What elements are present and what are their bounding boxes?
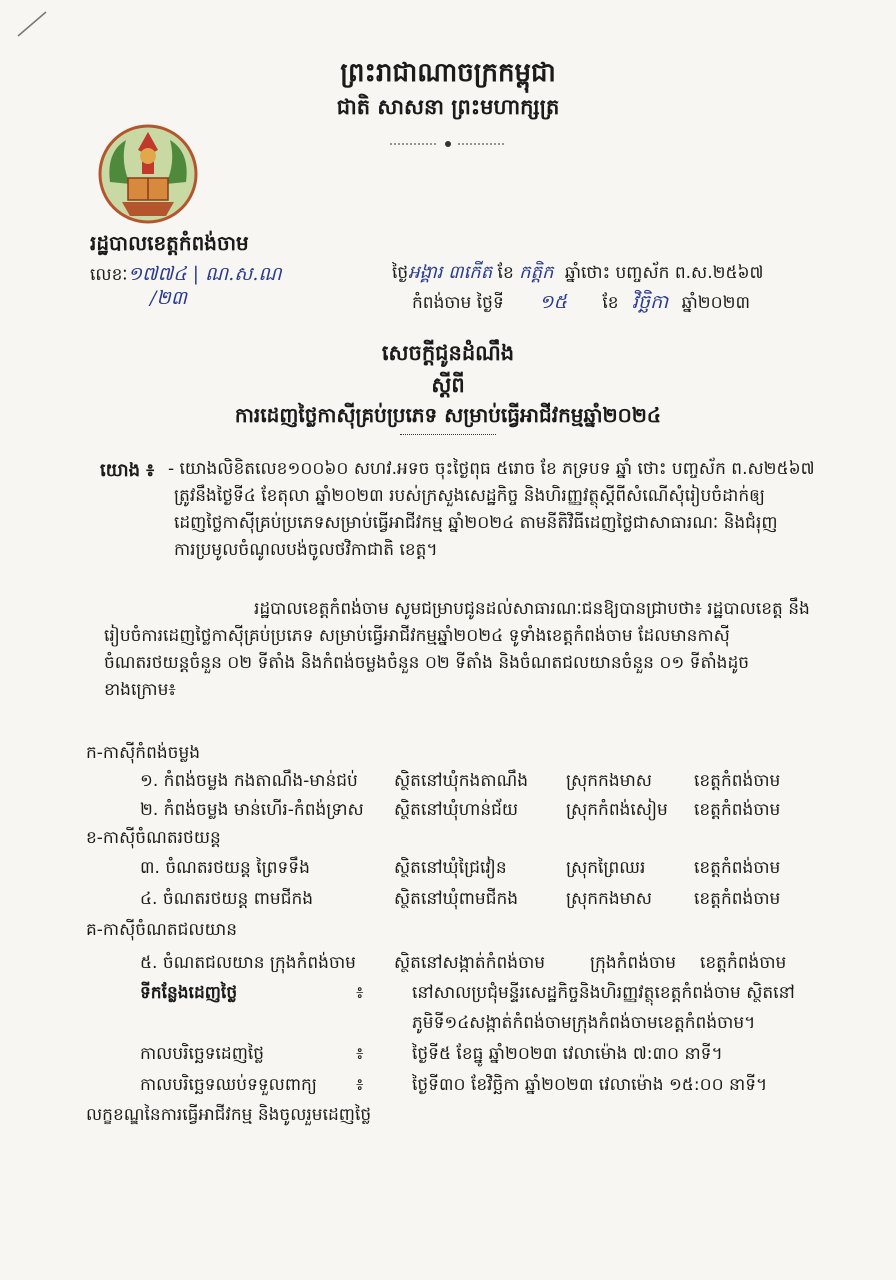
auction-date-sep: ៖	[356, 1044, 364, 1064]
section-heading-ferries: ក-កាស៊ីកំពង់ចម្លង	[86, 743, 201, 763]
list-item-district: ស្រុកកងមាស	[566, 771, 652, 791]
scan-mark	[14, 6, 50, 42]
section-heading-boat-piers: គ-កាស៊ីចំណតជលយាន	[86, 920, 237, 940]
notice-title: សេចក្តីជូនដំណឹង	[381, 341, 515, 365]
notice-subject: ការដេញថ្លៃកាស៊ីគ្រប់ប្រភេទ សម្រាប់ធ្វើអាជីវកម្មឆ្នាំ២០២៤	[234, 403, 662, 427]
auction-date-value: ថ្ងៃទី៥ ខែធ្នូ ឆ្នាំ២០២៣ វេលាម៉ោង ៧:៣០ នាទី។	[412, 1044, 723, 1064]
list-item-district: ស្រុកព្រៃឈរ	[566, 858, 646, 878]
ref-label: លេខៈ	[90, 265, 128, 285]
venue-sep: ៖	[356, 983, 364, 1003]
list-item-district: ក្រុងកំពង់ចាម	[590, 953, 676, 973]
deadline-value: ថ្ងៃទី៣០ ខែវិច្ឆិកា ឆ្នាំ២០២៣ វេលាម៉ោង ១៥:០០ នាទី។	[412, 1075, 768, 1095]
list-item-district: ស្រុកកំពង់សៀម	[566, 800, 668, 820]
lunar-date: ថ្ងៃអង្គារ ៣កើត ខែ កត្តិក ឆ្នាំថោះ បញ្ចស័ក ព.ស.២៥៦៧	[392, 262, 764, 283]
ref-year: /២៣	[150, 287, 188, 309]
list-item: ១. កំពង់ចម្លង កងតាណឹង-មាន់ជប់	[140, 771, 358, 791]
notice-subject-label: ស្តីពី	[431, 373, 465, 397]
ornament-divider	[388, 137, 508, 151]
list-item-location: ស្ថិតនៅឃុំពាមជីកង	[394, 889, 519, 909]
conditions-heading: លក្ខខណ្ឌនៃការធ្វើអាជីវកម្ម និងចូលរួមដេញថ្លៃ	[86, 1105, 372, 1125]
solar-date: កំពង់ចាម ថ្ងៃទី ១៥ ខែ វិច្ឆិកា ឆ្នាំ២០២៣	[412, 291, 751, 313]
venue-value-line2: ភូមិទី១៤សង្កាត់កំពង់ចាមក្រុងកំពង់ចាមខេត្តកំពង់ចាម។	[412, 1013, 756, 1033]
list-item: ២. កំពង់ចម្លង មាន់ហើរ-កំពង់ទ្រាស	[140, 800, 364, 820]
venue-label: ទីកន្លែងដេញថ្លៃ	[140, 983, 238, 1003]
list-item-location: ស្ថិតនៅឃុំហាន់ជ័យ	[394, 800, 519, 820]
list-item-location: ស្ថិតនៅឃុំជ្រៃវៀន	[394, 858, 507, 878]
list-item: ៤. ចំណតរថយន្ត ពាមជីកង	[140, 889, 314, 909]
section-heading-bus-stations: ខ-កាស៊ីចំណតរថយន្ត	[86, 828, 221, 848]
venue-value-line1: នៅសាលប្រជុំមន្ទីរសេដ្ឋកិច្ចនិងហិរញ្ញវត្ថុខេត្តកំពង់ចាម ស្ថិតនៅ	[412, 983, 795, 1003]
auction-date-label: កាលបរិច្ឆេទដេញថ្លៃ	[140, 1044, 265, 1064]
list-item: ៥. ចំណតជលយាន ក្រុងកំពង់ចាម	[140, 953, 356, 973]
list-item-location: ស្ថិតនៅឃុំកងតាណឹង	[394, 771, 529, 791]
list-item-province: ខេត្តកំពង់ចាម	[700, 953, 787, 973]
title-divider	[400, 434, 496, 435]
list-item: ៣. ចំណតរថយន្ត ព្រៃទទឹង	[140, 858, 310, 878]
ref-number: ១៧៧៤ | ណ.ស.ណ	[127, 263, 282, 285]
national-motto: ជាតិ សាសនា ព្រះមហាក្សត្រ	[336, 95, 560, 119]
reference-label: យោង ៖	[100, 460, 155, 481]
kingdom-title: ព្រះរាជាណាចក្រកម្ពុជា	[340, 58, 556, 88]
provincial-emblem-icon	[96, 122, 200, 226]
list-item-province: ខេត្តកំពង់ចាម	[694, 889, 781, 909]
deadline-sep: ៖	[356, 1075, 364, 1095]
list-item-district: ស្រុកកងមាស	[566, 889, 652, 909]
list-item-province: ខេត្តកំពង់ចាម	[694, 858, 781, 878]
list-item-province: ខេត្តកំពង់ចាម	[694, 771, 781, 791]
issuer-name: រដ្ឋបាលខេត្តកំពង់ចាម	[90, 231, 249, 255]
list-item-province: ខេត្តកំពង់ចាម	[694, 800, 781, 820]
list-item-location: ស្ថិតនៅសង្កាត់កំពង់ចាម	[394, 953, 546, 973]
body-paragraph: រដ្ឋបាលខេត្តកំពង់ចាម សូមជម្រាបជូនដល់សាធារណៈជនឱ្យបានជ្រាបថា៖ រដ្ឋបាលខេត្ត នឹង រៀបចំការដេញថ្លៃកាស៊ីគ្រប់ប្រភេទ សម្រាប់ធ្វើអាជីវកម្មឆ្នាំ២០២៤ ទូទាំងខេត្តកំពង់ចាម ដែលមានកាស៊ី ចំណតរថយន្តចំនួន ០២ ទីតាំង និងកំពង់ចម្លងចំនួន ០២ ទីតាំង និងចំណតជលយានចំនួន ០១ ទីតាំងដូច ខាងក្រោម៖	[104, 599, 810, 700]
deadline-label: កាលបរិច្ឆេទឈប់ទទួលពាក្យ	[140, 1075, 317, 1095]
reference-text: - យោងលិខិតលេខ១០០៦០ សហវ.អទច ចុះថ្ងៃពុធ ៥រោច ខែ ភទ្របទ ឆ្នាំ ថោះ បញ្ចស័ក ព.ស២៥៦៧ ត្រូវនឹងថ្ងៃទី៤ ខែតុលា ឆ្នាំ២០២៣ របស់ក្រសួងសេដ្ឋកិច្ច និងហិរញ្ញវត្ថុស្តីពីសំណើសុំរៀបចំដាក់ឲ្យ ដេញថ្លៃកាស៊ីគ្រប់ប្រភេទសម្រាប់ធ្វើអាជីវកម្ម ឆ្នាំ២០២៤ តាមនីតិវិធីដេញថ្លៃជាសាធារណៈ និងជំរុញ ការប្រមូលចំណូលបង់ចូលថវិកាជាតិ ខេត្ត។	[168, 459, 815, 560]
